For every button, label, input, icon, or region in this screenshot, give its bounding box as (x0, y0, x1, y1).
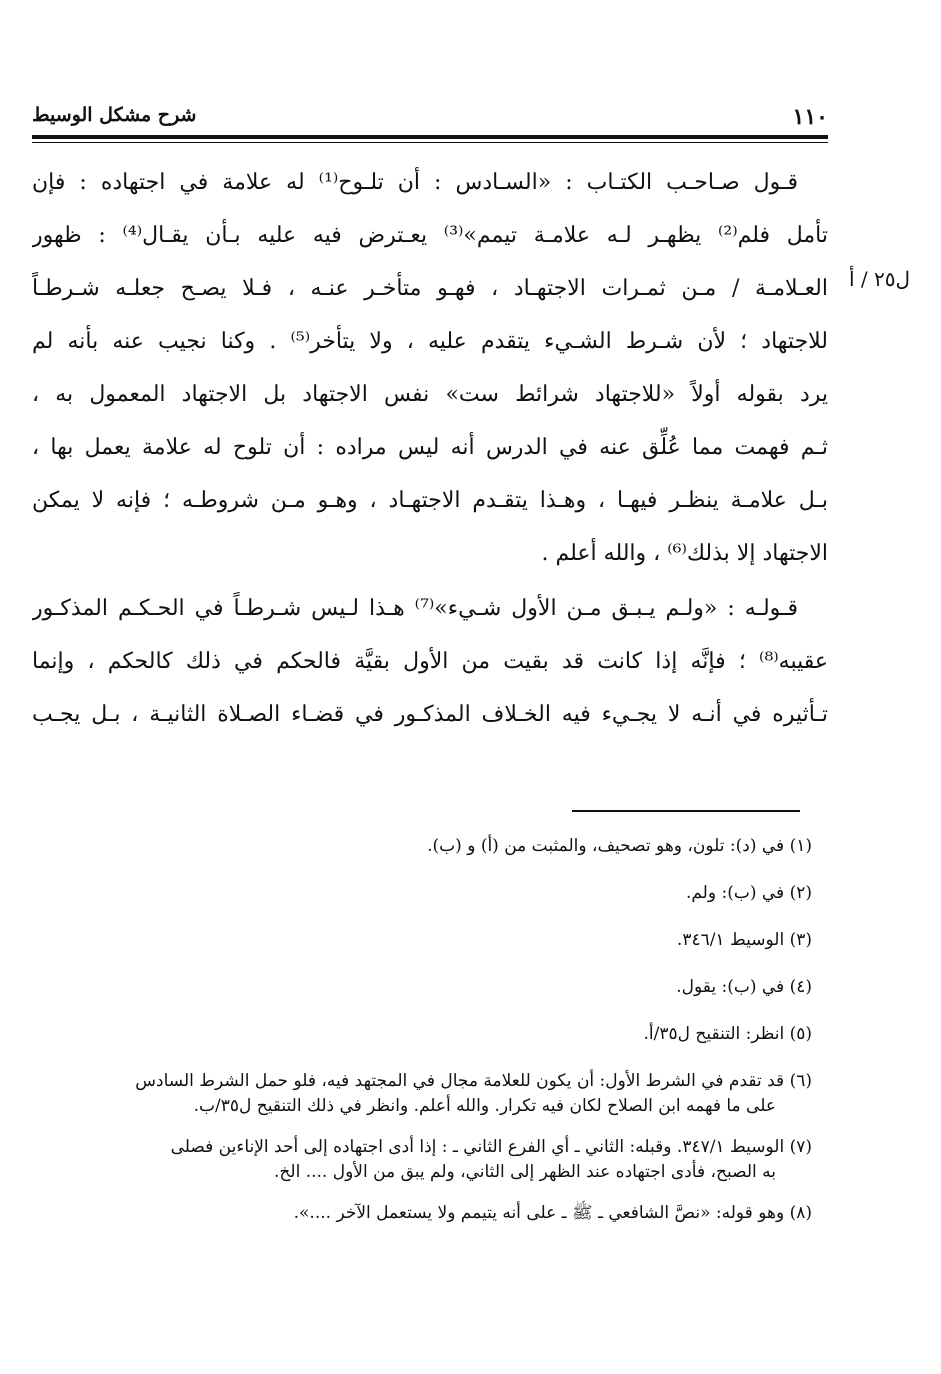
main-text (32, 156, 828, 741)
footnote-line: (١) في (د): تلون، وهو تصحيف، والمثبت من (أ) و (ب). (427, 836, 812, 856)
text-line: الاجتهاد إلا بذلك⁽⁶⁾ ، والله أعلم . (541, 541, 828, 566)
text-line: ثـم فهمت مما عُلِّق عنه في الدرس أنه ليس مراده : أن تلوح له علامة يعمل بها ، (32, 435, 828, 460)
footnote-4 (32, 975, 812, 1000)
footnote-line: (٦) قد تقدم في الشرط الأول: أن يكون للعلامة مجال في المجتهد فيه، فلو حمل الشرط السادس (135, 1071, 812, 1091)
footnote-line: على ما فهمه ابن الصلاح لكان فيه تكرار. والله أعلم. وانظر في ذلك التنقيح ل٣٥/ب. (193, 1096, 776, 1116)
text-line: تأمل فلم⁽²⁾ يظهـر لـه علامـة تيمم»⁽³⁾ يعـترض فيه عليه بـأن يقـال⁽⁴⁾ : ظهور (32, 223, 828, 248)
footnote-line: به الصبح، فأدى اجتهاده عند الظهر إلى الثاني، ولم يبق من الأول .... الخ. (274, 1162, 776, 1182)
page-header (32, 104, 828, 128)
footnote-line: (٨) وهو قوله: «نصَّ الشافعي ـ ﷺ ـ على أنه يتيمم ولا يستعمل الآخر ....». (293, 1203, 812, 1223)
text-line: عقيبه⁽⁸⁾ ؛ فإنَّه إذا كانت قد بقيت من الأول بقيَّة فالحكم في ذلك كالحكم ، وإنما (32, 649, 828, 674)
footnote-3 (32, 928, 812, 953)
manuscript-folio-note: ل٢٥ / أ (848, 267, 910, 291)
header-rule-thin (32, 142, 828, 143)
footnotes (32, 834, 812, 1248)
footnote-line: (٧) الوسيط ٣٤٧/١. وقبله: الثاني ـ أي الفرع الثاني ـ : إذا أدى اجتهاده إلى أحد الإناءين فصلى (170, 1137, 812, 1157)
footnote-1 (32, 834, 812, 859)
paragraph-2 (32, 582, 828, 741)
footnote-line: (٢) في (ب): ولم. (685, 883, 812, 903)
footnote-5 (32, 1022, 812, 1047)
footnote-8 (32, 1201, 812, 1226)
text-line: قـولـه : «ولـم يـبـق مـن الأول شـيء»⁽⁷⁾ هـذا لـيس شـرطـاً في الحـكـم المذكـور (32, 596, 799, 621)
text-line: يرد بقوله أولاً «للاجتهاد شرائط ست» نفس الاجتهاد بل الاجتهاد المعمول به ، (32, 382, 828, 407)
text-line: العـلامـة / مـن ثمـرات الاجتهـاد ، فهـو متأخـر عنـه ، فـلا يصـح جعلـه شـرطـاً (32, 276, 828, 301)
header-rule-thick (32, 135, 828, 139)
text-line: بـل علامـة ينظـر فيهـا ، وهـذا يتقـدم الاجتهـاد ، وهـو مـن شروطـه ؛ فإنه لا يمكن (32, 488, 828, 513)
footnote-line: (٤) في (ب): يقول. (676, 977, 812, 997)
text-line: قـول صـاحـب الكتـاب : «السـادس : أن تلـوح⁽¹⁾ له علامة في اجتهاده : فإن (32, 170, 798, 195)
footnote-6 (32, 1069, 812, 1119)
text-line: تـأثيره في أنـه لا يجـيء فيه الخـلاف المذكـور في قضـاء الصـلاة الثانيـة ، بـل يجـب (32, 702, 828, 727)
paragraph-1 (32, 156, 828, 580)
page-number: ١١٠ (792, 104, 828, 130)
footnote-line: (٥) انظر: التنقيح ل٣٥/أ. (643, 1024, 812, 1044)
footnote-separator (572, 810, 800, 812)
book-title: شرح مشكل الوسيط (32, 104, 197, 126)
text-line: للاجتهاد ؛ لأن شـرط الشـيء يتقدم عليه ، ولا يتأخر⁽⁵⁾ . وكنا نجيب عنه بأنه لم (32, 329, 828, 354)
footnote-2 (32, 881, 812, 906)
footnote-7 (32, 1135, 812, 1185)
footnote-line: (٣) الوسيط ٣٤٦/١. (676, 930, 812, 950)
